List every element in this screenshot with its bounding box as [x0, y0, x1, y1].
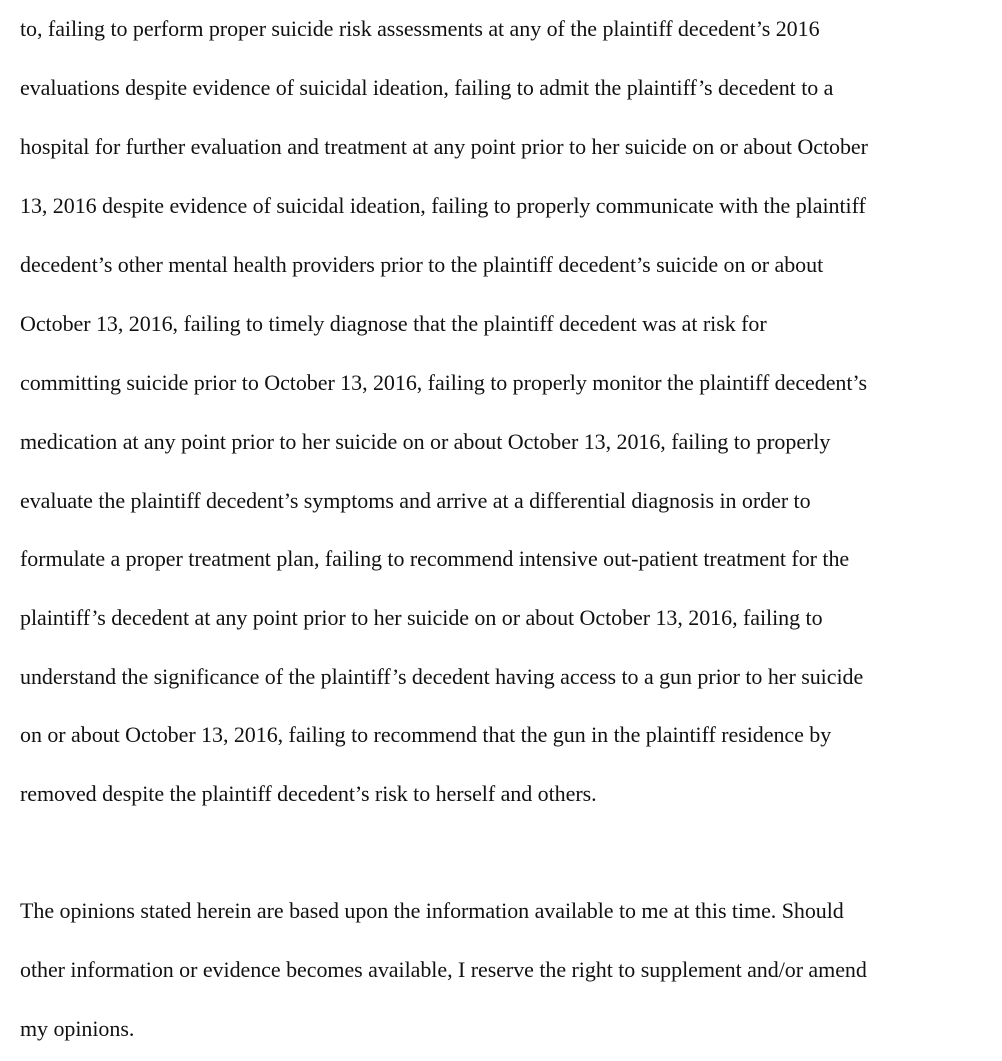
text-line: evaluations despite evidence of suicidal ideation, failing to admit the plaintiff’s decedent to a: [20, 75, 834, 100]
text-line: on or about October 13, 2016, failing to recommend that the gun in the plaintiff residence by: [20, 722, 832, 747]
text-line: 13, 2016 despite evidence of suicidal ideation, failing to properly communicate with the plaintiff: [20, 193, 866, 218]
text-line: decedent’s other mental health providers prior to the plaintiff decedent’s suicide on or about: [20, 252, 824, 277]
text-line: evaluate the plaintiff decedent’s symptoms and arrive at a differential diagnosis in order to: [20, 488, 811, 513]
text-line: removed despite the plaintiff decedent’s risk to herself and others.: [20, 781, 597, 806]
text-line: The opinions stated herein are based upon the information available to me at this time. Should: [20, 898, 844, 923]
text-line: formulate a proper treatment plan, failing to recommend intensive out-patient treatment for the: [20, 546, 850, 571]
text-line: hospital for further evaluation and treatment at any point prior to her suicide on or about October: [20, 134, 868, 159]
text-line: plaintiff’s decedent at any point prior to her suicide on or about October 13, 2016, failing to: [20, 605, 823, 630]
text-line: to, failing to perform proper suicide risk assessments at any of the plaintiff decedent’s 2016: [20, 16, 820, 41]
text-line: understand the significance of the plaintiff’s decedent having access to a gun prior to her suicide: [20, 664, 864, 689]
text-line: October 13, 2016, failing to timely diagnose that the plaintiff decedent was at risk for: [20, 311, 767, 336]
text-line: my opinions.: [20, 1016, 135, 1041]
text-line: committing suicide prior to October 13, 2016, failing to properly monitor the plaintiff decedent’s: [20, 370, 868, 395]
text-line: other information or evidence becomes available, I reserve the right to supplement and/or amend: [20, 957, 867, 982]
text-line: medication at any point prior to her suicide on or about October 13, 2016, failing to properly: [20, 429, 831, 454]
